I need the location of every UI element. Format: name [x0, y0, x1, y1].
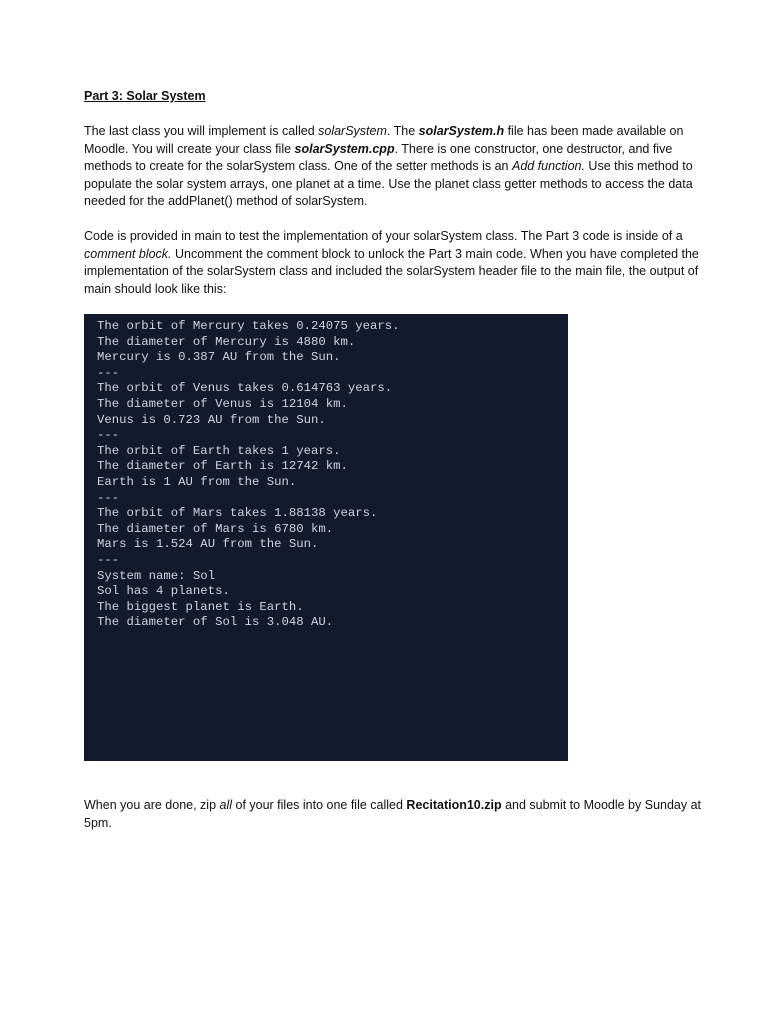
- comment-block-italic: comment block.: [84, 246, 172, 261]
- text-run: Code is provided in main to test the implementation of your solarSystem class. The Part 3 code is inside of a: [84, 229, 683, 243]
- text-run: of your files into one file called: [232, 798, 407, 812]
- terminal-line: Sol has 4 planets.: [97, 584, 230, 599]
- terminal-line: Earth is 1 AU from the Sun.: [97, 474, 297, 489]
- text-run: The last class you will implement is called: [84, 124, 319, 138]
- terminal-line: The orbit of Mercury takes 0.24075 years.: [97, 319, 400, 333]
- zip-file-name: Recitation10.zip: [406, 798, 502, 812]
- terminal-line: The orbit of Earth takes 1 years.: [97, 443, 341, 458]
- terminal-line: ---: [97, 490, 120, 505]
- terminal-line: The diameter of Mars is 6780 km.: [97, 521, 334, 536]
- header-file-name: solarSystem.h: [418, 124, 505, 138]
- terminal-line: The orbit of Venus takes 0.614763 years.: [97, 381, 393, 396]
- terminal-line: ---: [97, 552, 120, 567]
- add-function-italic: Add function.: [511, 159, 585, 173]
- terminal-line: The diameter of Earth is 12742 km.: [97, 459, 348, 474]
- terminal-line: The biggest planet is Earth.: [97, 599, 304, 614]
- terminal-line: ---: [97, 428, 120, 443]
- all-italic: all: [219, 798, 233, 812]
- submission-paragraph: [84, 797, 704, 832]
- text-run: and submit to Moodle by Sunday at 5pm.: [84, 798, 702, 830]
- instructions-paragraph: [84, 228, 704, 298]
- text-run: Use this method to populate the solar system arrays, one planet at a time. Use the planet class getter methods to access the data needed for the addPlanet() method of solarSystem.: [84, 159, 693, 208]
- terminal-line: Mercury is 0.387 AU from the Sun.: [97, 350, 341, 365]
- class-name-italic: solarSystem: [318, 124, 387, 138]
- section-heading: Part 3: Solar System: [84, 89, 206, 103]
- cpp-file-name: solarSystem.cpp: [294, 141, 395, 156]
- terminal-line: The diameter of Venus is 12104 km.: [97, 396, 348, 411]
- terminal-line: ---: [97, 365, 120, 380]
- terminal-text: [97, 319, 568, 631]
- text-run: When you are done, zip: [84, 798, 220, 812]
- terminal-line: Venus is 0.723 AU from the Sun.: [97, 412, 326, 427]
- terminal-line: The orbit of Mars takes 1.88138 years.: [97, 506, 378, 521]
- text-run: . The: [386, 124, 419, 138]
- terminal-line: System name: Sol: [97, 568, 216, 583]
- text-run: Uncomment the comment block to unlock the Part 3 main code. When you have completed the implementation of the solarSystem class and included the solarSystem header file to the main file, the output of main should look like this:: [84, 246, 699, 296]
- terminal-output-screenshot: [84, 314, 568, 761]
- text-run: . There is one constructor, one destructor, and five methods to create for the solarSystem class. One of the setter methods is an: [84, 141, 673, 173]
- text-run: file has been made available on Moodle. You will create your class file: [84, 124, 684, 156]
- intro-paragraph: [84, 123, 704, 211]
- terminal-line: The diameter of Sol is 3.048 AU.: [97, 615, 334, 630]
- terminal-line: Mars is 1.524 AU from the Sun.: [97, 537, 319, 552]
- terminal-line: The diameter of Mercury is 4880 km.: [97, 334, 356, 349]
